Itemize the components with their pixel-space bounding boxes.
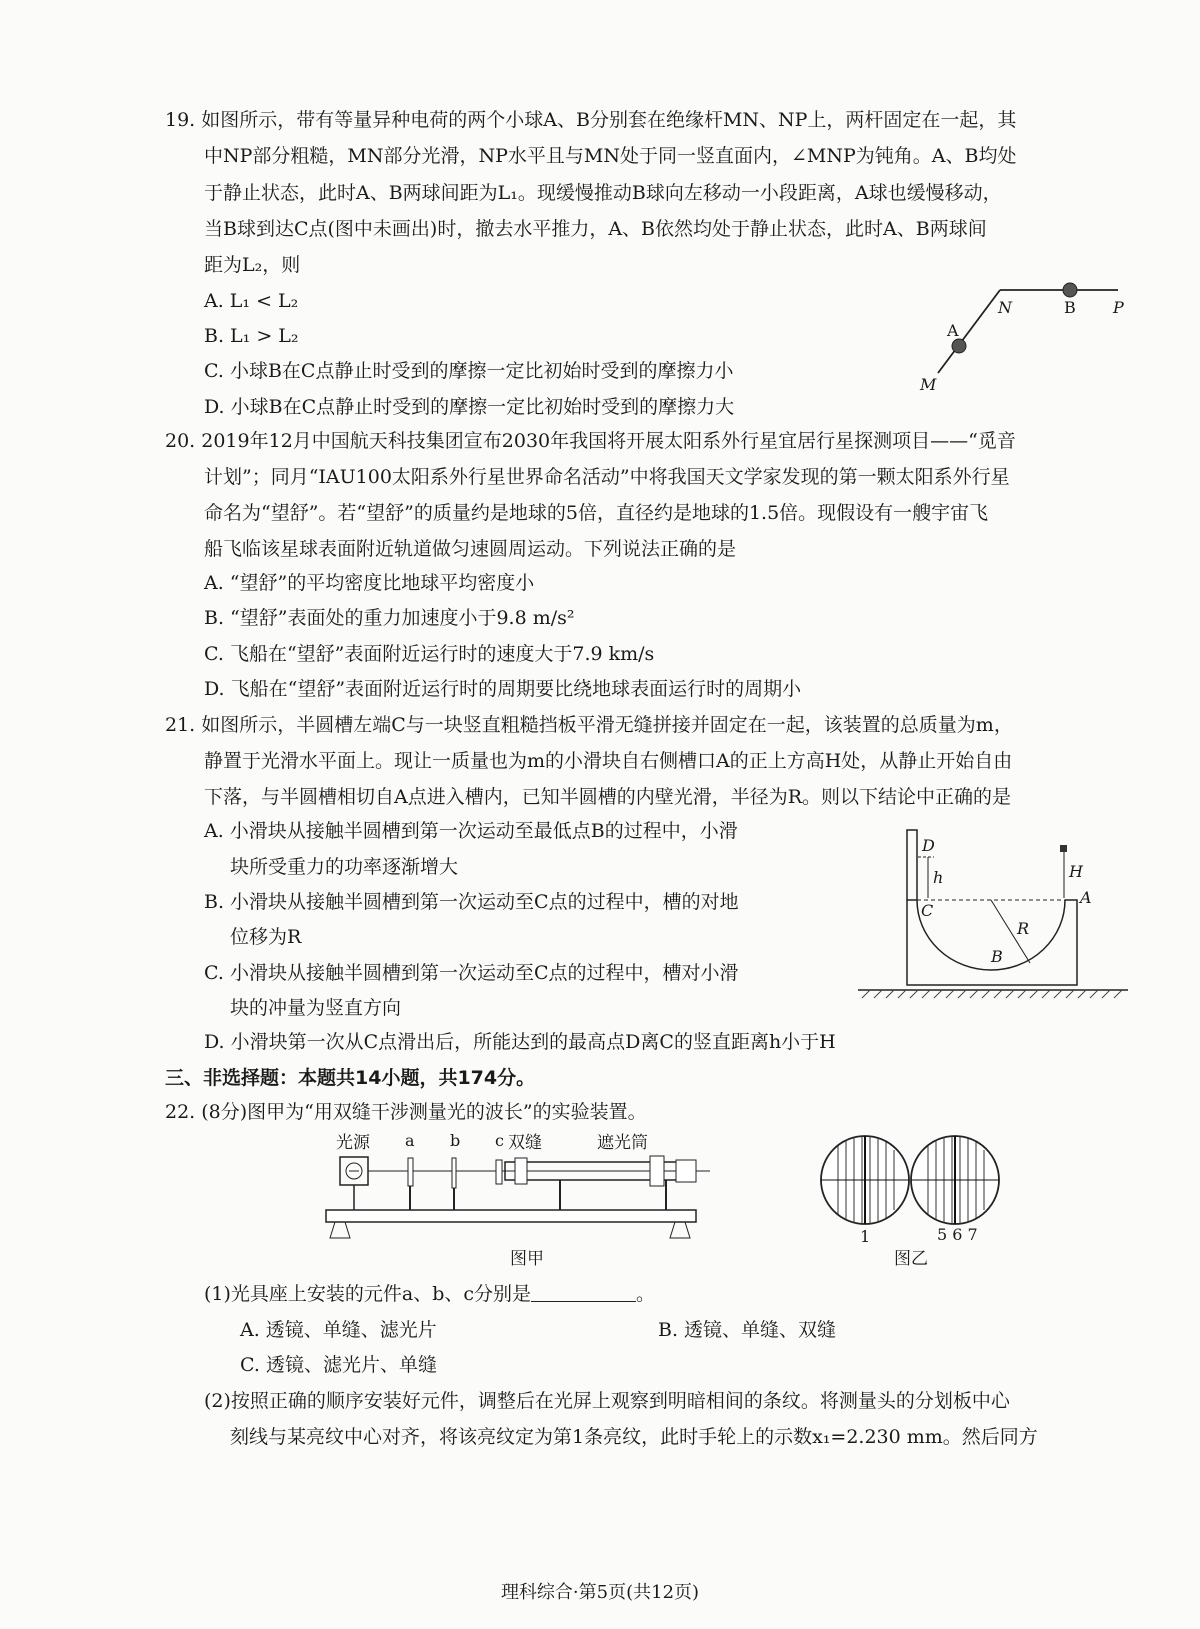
label-h: h [933,868,944,887]
caption-fig-a: 图甲 [510,1249,544,1269]
q21-option-c-2: 块的冲量为竖直方向 [230,997,402,1019]
fringe-label-567: 5 6 7 [937,1225,978,1244]
label-b: b [450,1131,461,1150]
label-a: A [947,321,959,340]
fringe-label-1: 1 [860,1227,871,1246]
q21-option-c-1: C. 小滑块从接触半圆槽到第一次运动至C点的过程中，槽对小滑 [204,962,739,984]
section-3-heading: 三、非选择题：本题共14小题，共174分。 [165,1067,536,1089]
q20-option-d: D. 飞船在“望舒”表面附近运行时的周期要比绕地球表面运行时的周期小 [204,678,802,700]
page-footer: 理科综合·第5页(共12页) [500,1582,700,1603]
q21-option-a-2: 块所受重力的功率逐渐增大 [230,856,459,878]
q21-option-b-2: 位移为R [230,926,302,948]
q22-sub2-line-2: 刻线与某亮纹中心对齐，将该亮纹定为第1条亮纹，此时手轮上的示数x₁=2.230 mm。然后同方 [230,1426,1038,1448]
q19-option-a: A. L₁ < L₂ [204,290,299,312]
q20-line-1: 20. 2019年12月中国航天科技集团宣布2030年我国将开展太阳系外行星宜居行星探测项目——“觅音 [165,430,1016,452]
q22-sub1-option-c: C. 透镜、滤光片、单缝 [240,1354,437,1376]
q19-option-c: C. 小球B在C点静止时受到的摩擦一定比初始时受到的摩擦力小 [204,360,734,382]
label-b: B [1064,298,1076,317]
q22-sub1-text: (1)光具座上安装的元件a、b、c分别是 [204,1283,532,1305]
q19-option-b: B. L₁ > L₂ [204,325,299,347]
q21-line-2: 静置于光滑水平面上。现让一质量也为m的小滑块自右侧槽口A的正上方高H处，从静止开始自由 [204,750,1013,772]
q20-line-3: 命名为“望舒”。若“望舒”的质量约是地球的5倍，直径约是地球的1.5倍。现假设有一艘宇宙飞 [204,502,989,524]
label-double-slit: 双缝 [508,1133,542,1153]
label-tube: 遮光筒 [597,1133,648,1153]
caption-fig-b: 图乙 [894,1249,928,1269]
label-light-source: 光源 [336,1133,370,1153]
q21-line-3: 下落，与半圆槽相切自A点进入槽内，已知半圆槽的内壁光滑，半径为R。则以下结论中正确的是 [204,786,1012,808]
q21-option-a-1: A. 小滑块从接触半圆槽到第一次运动至最低点B的过程中，小滑 [204,820,738,842]
label-c: C [921,901,934,920]
label-c: c [495,1131,504,1150]
answer-blank[interactable] [531,1283,636,1302]
label-d: D [922,836,935,855]
q19-line-1: 19. 如图所示，带有等量异种电荷的两个小球A、B分别套在绝缘杆MN、NP上，两杆固定在一起，其 [165,109,1017,131]
q20-option-c: C. 飞船在“望舒”表面附近运行时的速度大于7.9 km/s [204,643,655,665]
q22-sub1 [204,1281,655,1307]
q20-option-b: B. “望舒”表面处的重力加速度小于9.8 m/s² [204,607,575,629]
q19-line-2: 中NP部分粗糙，MN部分光滑，NP水平且与MN处于同一竖直面内，∠MNP为钝角。A、B均处 [204,145,1017,167]
label-a: A [1080,888,1092,907]
q22-sub2-line-1: (2)按照正确的顺序安装好元件，调整后在光屏上观察到明暗相间的条纹。将测量头的分划板中心 [204,1390,1010,1412]
label-n: N [998,298,1012,317]
q20-option-a: A. “望舒”的平均密度比地球平均密度小 [204,572,535,594]
q22-sub1-option-a: A. 透镜、单缝、滤光片 [240,1319,437,1341]
q21-option-d: D. 小滑块第一次从C点滑出后，所能达到的最高点D离C的竖直距离h小于H [204,1031,836,1053]
q20-line-2: 计划”；同月“IAU100太阳系外行星世界命名活动”中将我国天文学家发现的第一颗太阳系外行星 [204,466,1010,488]
q22-sub1-option-b: B. 透镜、单缝、双缝 [658,1319,837,1341]
label-r: R [1017,919,1030,938]
q19-option-d: D. 小球B在C点静止时受到的摩擦一定比初始时受到的摩擦力大 [204,396,735,418]
label-b: B [991,947,1003,966]
q21-line-1: 21. 如图所示，半圆槽左端C与一块竖直粗糙挡板平滑无缝拼接并固定在一起，该装置的总质量为m， [165,714,1013,736]
label-a: a [405,1131,415,1150]
q20-line-4: 船飞临该星球表面附近轨道做匀速圆周运动。下列说法正确的是 [204,538,737,560]
q22-intro: 22. (8分)图甲为“用双缝干涉测量光的波长”的实验装置。 [165,1101,647,1123]
label-m: M [920,375,937,394]
q19-line-3: 于静止状态，此时A、B两球间距为L₁。现缓慢推动B球向左移动一小段距离，A球也缓慢移动， [204,182,1002,204]
q22-sub1-end: 。 [636,1283,656,1305]
q21-option-b-1: B. 小滑块从接触半圆槽到第一次运动至C点的过程中，槽的对地 [204,891,739,913]
q19-line-5: 距为L₂，则 [204,254,301,276]
label-p: P [1113,298,1124,317]
q19-line-4: 当B球到达C点(图中未画出)时，撤去水平推力，A、B依然均处于静止状态，此时A、B两球间 [204,218,987,240]
label-H: H [1069,862,1083,881]
